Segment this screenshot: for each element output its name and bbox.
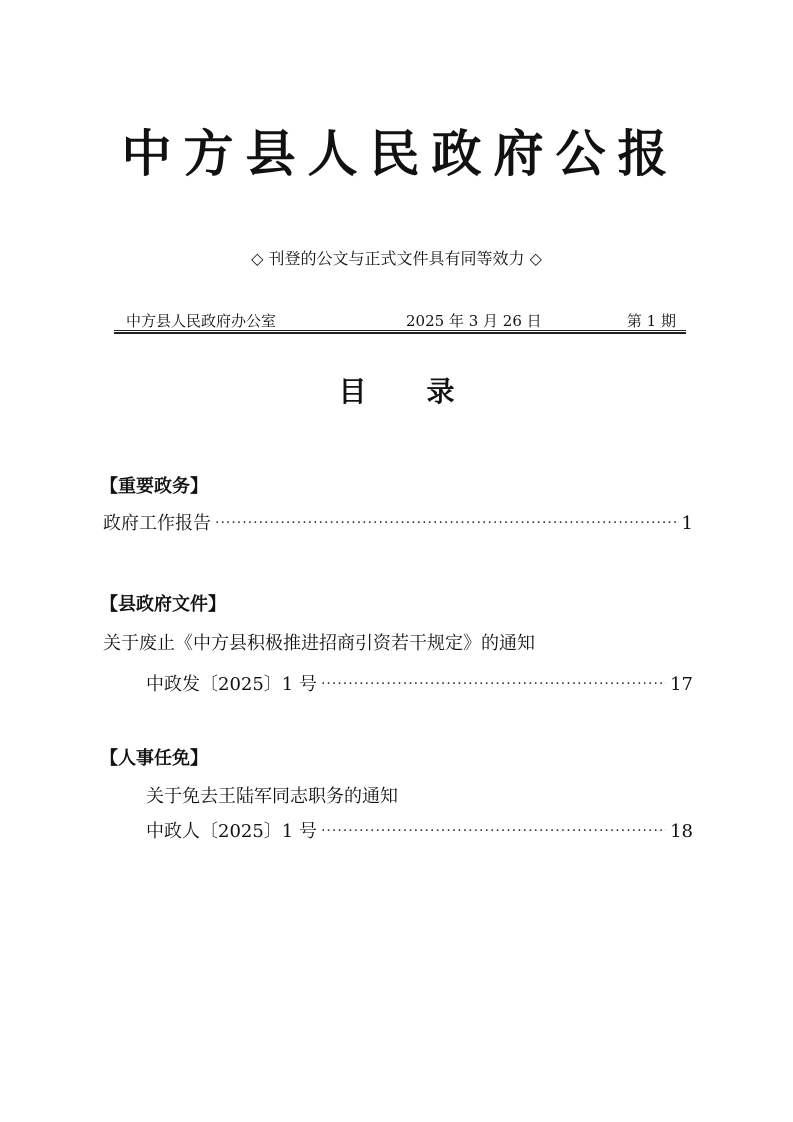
issue-date: 2025 年 3 月 26 日 xyxy=(406,312,542,330)
diamond-left-icon: ◇ xyxy=(251,249,264,268)
toc-entry-title-dismissal-notice[interactable]: 关于免去王陆军同志职务的通知 xyxy=(146,786,398,807)
toc-entry-page: 17 xyxy=(670,674,693,695)
tagline-text: 刊登的公文与正式文件具有同等效力 xyxy=(268,249,525,268)
toc-entry-doc-number: 中政发〔2025〕1 号 xyxy=(146,674,317,695)
header-rule-thin xyxy=(114,330,686,331)
toc-title xyxy=(0,372,793,412)
toc-entry-dismissal-notice-docno[interactable] xyxy=(146,819,693,846)
diamond-right-icon: ◇ xyxy=(529,249,542,268)
dot-leader xyxy=(321,818,666,844)
toc-entry-government-work-report[interactable] xyxy=(103,511,693,538)
toc-title-left: 目 xyxy=(338,375,367,408)
toc-title-right: 录 xyxy=(426,375,455,408)
toc-entry-repeal-notice-docno[interactable] xyxy=(146,672,693,699)
dot-leader xyxy=(321,671,666,697)
toc-entry-page: 1 xyxy=(681,513,693,534)
toc-entry-doc-number: 中政人〔2025〕1 号 xyxy=(146,821,317,842)
issue-number: 第 1 期 xyxy=(626,312,676,330)
validity-tagline xyxy=(0,247,793,271)
dot-leader xyxy=(215,510,678,536)
header-rule-thick xyxy=(114,332,686,334)
section-heading-important-affairs: 【重要政务】 xyxy=(100,476,208,497)
issuing-office: 中方县人民政府办公室 xyxy=(126,312,277,330)
bulletin-masthead: 中方县人民政府公报 xyxy=(121,124,680,183)
section-heading-personnel: 【人事任免】 xyxy=(100,748,208,769)
section-heading-county-documents: 【县政府文件】 xyxy=(100,594,226,615)
toc-entry-title-repeal-notice[interactable]: 关于废止《中方县积极推进招商引资若干规定》的通知 xyxy=(103,633,535,654)
toc-entry-title: 政府工作报告 xyxy=(103,513,211,534)
toc-entry-page: 18 xyxy=(670,821,693,842)
